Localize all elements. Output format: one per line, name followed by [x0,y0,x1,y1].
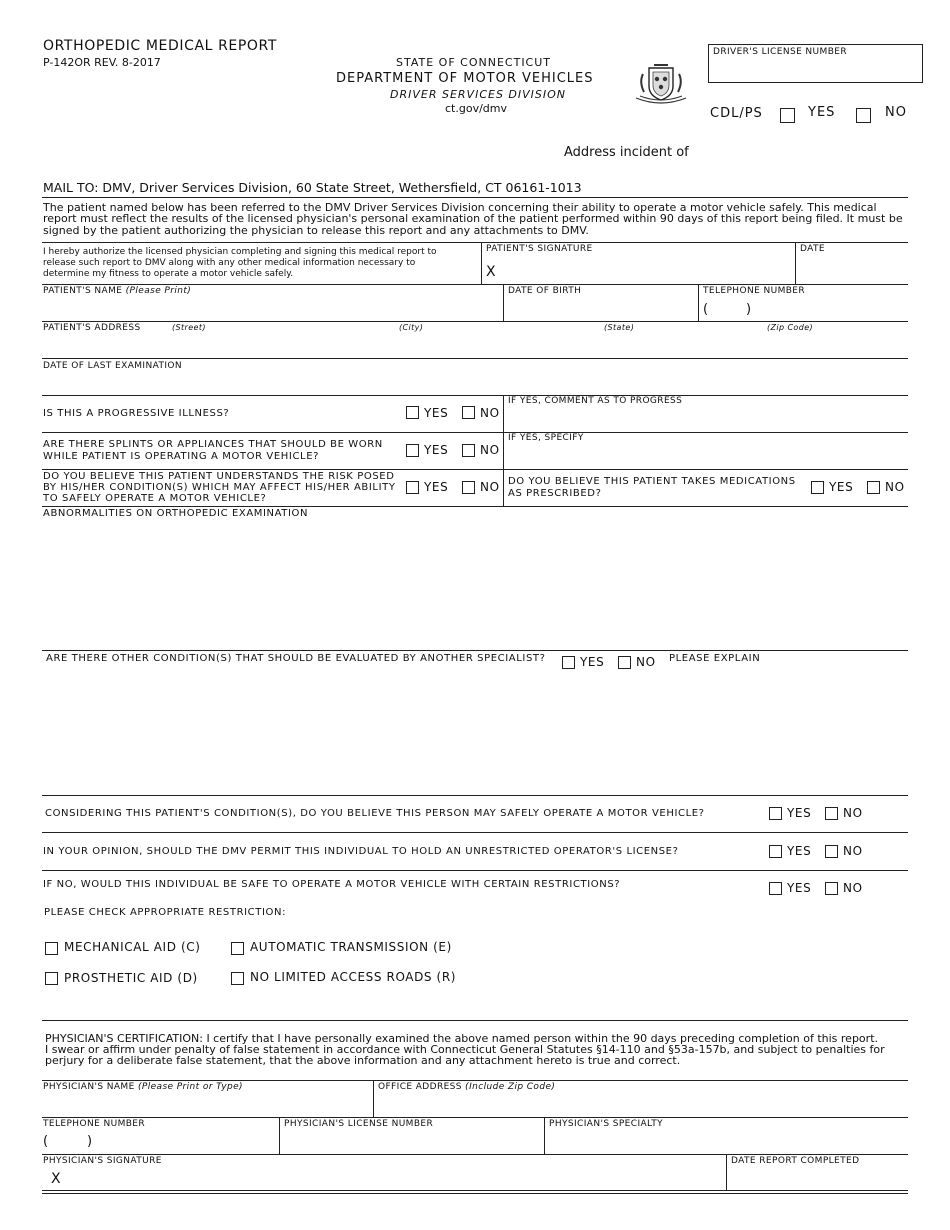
website[interactable]: ct.gov/dmv [445,102,507,115]
intro-line-1: The patient named below has been referred to the DMV Driver Services Division concerning their ability to operate a motor vehicle safely. This medical [43,201,877,214]
office-address-label [378,1082,555,1092]
divider [42,1020,908,1021]
risk-question-line-3: TO SAFELY OPERATE A MOTOR VEHICLE? [43,493,267,504]
city-hint: (City) [399,323,424,332]
splints-question-line-2: WHILE PATIENT IS OPERATING A MOTOR VEHICLE? [43,451,320,462]
splints-no-label: NO [480,443,500,457]
safely-operate-no-checkbox[interactable] [825,807,838,820]
patient-signature-date-label: DATE [800,244,826,254]
no-limited-access-checkbox[interactable] [231,972,244,985]
other-conditions-explanation-field[interactable] [42,672,908,794]
office-address-text: OFFICE ADDRESS [378,1082,462,1092]
patient-phone-paren-open: ( [703,302,709,317]
no-limited-access-label: NO LIMITED ACCESS ROADS (R) [250,970,457,984]
mechanical-aid-checkbox[interactable] [45,942,58,955]
risk-no-label: NO [480,480,500,494]
divider [42,650,908,651]
physician-signature-mark: X [51,1171,61,1187]
patient-signature-date-field[interactable] [796,243,908,284]
patient-phone-field[interactable] [699,285,908,321]
license-number-label: DRIVER'S LICENSE NUMBER [713,47,848,57]
last-exam-field[interactable] [42,359,908,394]
restrictions-no-checkbox[interactable] [825,882,838,895]
progressive-no-label: NO [480,406,500,420]
cdl-yes-checkbox[interactable] [780,108,795,123]
splints-yes-label: YES [424,443,449,457]
intro-line-3: signed by the patient authorizing the physician to release this report and any attachments to DMV. [43,224,589,237]
splints-no-checkbox[interactable] [462,444,475,457]
unrestricted-question: IN YOUR OPINION, SHOULD THE DMV PERMIT THIS INDIVIDUAL TO HOLD AN UNRESTRICTED OPERATOR'S LICENSE? [43,846,679,857]
divider [42,469,908,470]
state-name: STATE OF CONNECTICUT [396,56,552,69]
physician-phone-paren-open: ( [43,1134,49,1149]
meds-no-label: NO [885,480,905,494]
physician-name-label [43,1082,243,1092]
unrestricted-no-checkbox[interactable] [825,845,838,858]
meds-yes-label: YES [829,480,854,494]
splints-specify-label: IF YES, SPECIFY [508,433,584,443]
risk-no-checkbox[interactable] [462,481,475,494]
certification-line-1: PHYSICIAN'S CERTIFICATION: I certify that I have personally examined the above named person within the 90 days preceding completion of this report. [45,1032,878,1045]
restrictions-no-label: NO [843,881,863,895]
progressive-comment-label: IF YES, COMMENT AS TO PROGRESS [508,396,683,406]
physician-name-field[interactable] [42,1081,372,1116]
check-restriction-label: PLEASE CHECK APPROPRIATE RESTRICTION: [44,907,287,918]
prosthetic-aid-checkbox[interactable] [45,972,58,985]
physician-license-field[interactable] [280,1118,543,1153]
safely-operate-no-label: NO [843,806,863,820]
safely-operate-yes-checkbox[interactable] [769,807,782,820]
address-incident: Address incident of [564,145,689,160]
abnormalities-label: ABNORMALITIES ON ORTHOPEDIC EXAMINATION [43,508,309,519]
state-seal-icon [632,62,690,108]
unrestricted-yes-checkbox[interactable] [769,845,782,858]
divider [42,795,908,796]
patient-phone-paren-close: ) [746,302,752,317]
patient-name-hint: (Please Print) [125,286,192,296]
other-conditions-yes-label: YES [580,655,605,669]
other-conditions-no-checkbox[interactable] [618,656,631,669]
authorization-line-2: release such report to DMV along with any other medical information necessary to [43,258,416,268]
restrictions-question: IF NO, WOULD THIS INDIVIDUAL BE SAFE TO OPERATE A MOTOR VEHICLE WITH CERTAIN RESTRICTIONS? [43,879,621,890]
physician-license-label: PHYSICIAN'S LICENSE NUMBER [284,1119,434,1129]
patient-name-label [43,286,191,296]
divider [42,1193,908,1194]
date-completed-label: DATE REPORT COMPLETED [731,1156,860,1166]
automatic-transmission-label: AUTOMATIC TRANSMISSION (E) [250,940,452,954]
safely-operate-question: CONSIDERING THIS PATIENT'S CONDITION(S), DO YOU BELIEVE THIS PERSON MAY SAFELY OPERATE A MOTOR VEHICLE? [45,808,705,819]
meds-question-line-1: DO YOU BELIEVE THIS PATIENT TAKES MEDICATIONS [508,476,796,487]
patient-name-field[interactable] [42,285,502,321]
cdl-yes-label: YES [808,105,836,120]
divider [42,506,908,507]
intro-line-2: report must reflect the results of the licensed physician's personal examination of the patient performed within 90 days of this report being filed. It must be [43,212,903,225]
physician-signature-field[interactable] [42,1155,725,1189]
date-of-birth-field[interactable] [504,285,697,321]
cdl-no-checkbox[interactable] [856,108,871,123]
divider [42,832,908,833]
patient-address-label: PATIENT'S ADDRESS [43,323,141,333]
abnormalities-field[interactable] [42,521,908,649]
progressive-comment-field[interactable] [504,408,908,431]
form-title: ORTHOPEDIC MEDICAL REPORT [43,38,277,54]
meds-no-checkbox[interactable] [867,481,880,494]
physician-specialty-field[interactable] [545,1118,908,1153]
mechanical-aid-label: MECHANICAL AID (C) [64,940,201,954]
safely-operate-yes-label: YES [787,806,812,820]
splints-yes-checkbox[interactable] [406,444,419,457]
patient-address-field[interactable] [42,322,908,357]
risk-question-line-2: BY HIS/HER CONDITION(S) WHICH MAY AFFECT HIS/HER ABILITY [43,482,396,493]
splints-question-line-1: ARE THERE SPLINTS OR APPLIANCES THAT SHOULD BE WORN [43,439,383,450]
mail-to: MAIL TO: DMV, Driver Services Division, 60 State Street, Wethersfield, CT 06161-1013 [43,180,582,195]
patient-name-text: PATIENT'S NAME [43,286,123,296]
divider [42,870,908,871]
divider [42,197,908,198]
patient-signature-field[interactable] [482,243,794,284]
office-address-hint: (Include Zip Code) [465,1082,556,1092]
authorization-line-3: determine my fitness to operate a motor vehicle safely. [43,269,294,279]
authorization-line-1: I hereby authorize the licensed physician completing and signing this medical report to [43,247,437,257]
risk-question-line-1: DO YOU BELIEVE THIS PATIENT UNDERSTANDS THE RISK POSED [43,471,395,482]
splints-specify-field[interactable] [504,445,908,468]
divider [42,1190,908,1191]
physician-phone-paren-close: ) [87,1134,93,1149]
physician-phone-label: TELEPHONE NUMBER [43,1119,146,1129]
patient-phone-label: TELEPHONE NUMBER [703,286,806,296]
other-conditions-question: ARE THERE OTHER CONDITION(S) THAT SHOULD BE EVALUATED BY ANOTHER SPECIALIST? [46,653,546,664]
risk-yes-label: YES [424,480,449,494]
automatic-transmission-checkbox[interactable] [231,942,244,955]
restrictions-yes-checkbox[interactable] [769,882,782,895]
other-conditions-yes-checkbox[interactable] [562,656,575,669]
divider [42,395,908,396]
date-completed-field[interactable] [727,1155,908,1189]
last-exam-label: DATE OF LAST EXAMINATION [43,361,183,371]
restrictions-yes-label: YES [787,881,812,895]
patient-signature-label: PATIENT'S SIGNATURE [486,244,593,254]
physician-name-text: PHYSICIAN'S NAME [43,1082,135,1092]
other-conditions-no-label: NO [636,655,656,669]
form-number: P-142OR REV. 8-2017 [43,56,161,69]
state-hint: (State) [604,323,635,332]
progressive-yes-checkbox[interactable] [406,406,419,419]
division-name: DRIVER SERVICES DIVISION [390,88,567,101]
patient-signature-mark: X [486,264,496,280]
certification-line-3: perjury for a deliberate false statement, that the above information and any attachment hereto is true and correct. [45,1054,681,1067]
risk-yes-checkbox[interactable] [406,481,419,494]
department-name: DEPARTMENT OF MOTOR VEHICLES [336,71,594,86]
progressive-question: IS THIS A PROGRESSIVE ILLNESS? [43,408,230,419]
cdl-label: CDL/PS [710,106,763,121]
progressive-yes-label: YES [424,406,449,420]
physician-phone-field[interactable] [42,1118,278,1153]
certification-line-2: I swear or affirm under penalty of false statement in accordance with Connecticut General Statutes §14-110 and §53a-157b, and subject to penalties for [45,1043,885,1056]
unrestricted-no-label: NO [843,844,863,858]
progressive-no-checkbox[interactable] [462,406,475,419]
divider [42,432,908,433]
physician-name-hint: (Please Print or Type) [137,1082,243,1092]
meds-question-line-2: AS PRESCRIBED? [508,488,602,499]
physician-specialty-label: PHYSICIAN'S SPECIALTY [549,1119,664,1129]
license-number-field[interactable] [708,44,923,83]
unrestricted-yes-label: YES [787,844,812,858]
cdl-no-label: NO [885,105,907,120]
prosthetic-aid-label: PROSTHETIC AID (D) [64,971,198,985]
physician-signature-label: PHYSICIAN'S SIGNATURE [43,1156,162,1166]
meds-yes-checkbox[interactable] [811,481,824,494]
office-address-field[interactable] [374,1081,908,1116]
please-explain-label: PLEASE EXPLAIN [669,653,761,664]
zip-hint: (Zip Code) [767,323,814,332]
date-of-birth-label: DATE OF BIRTH [508,286,582,296]
street-hint: (Street) [172,323,206,332]
